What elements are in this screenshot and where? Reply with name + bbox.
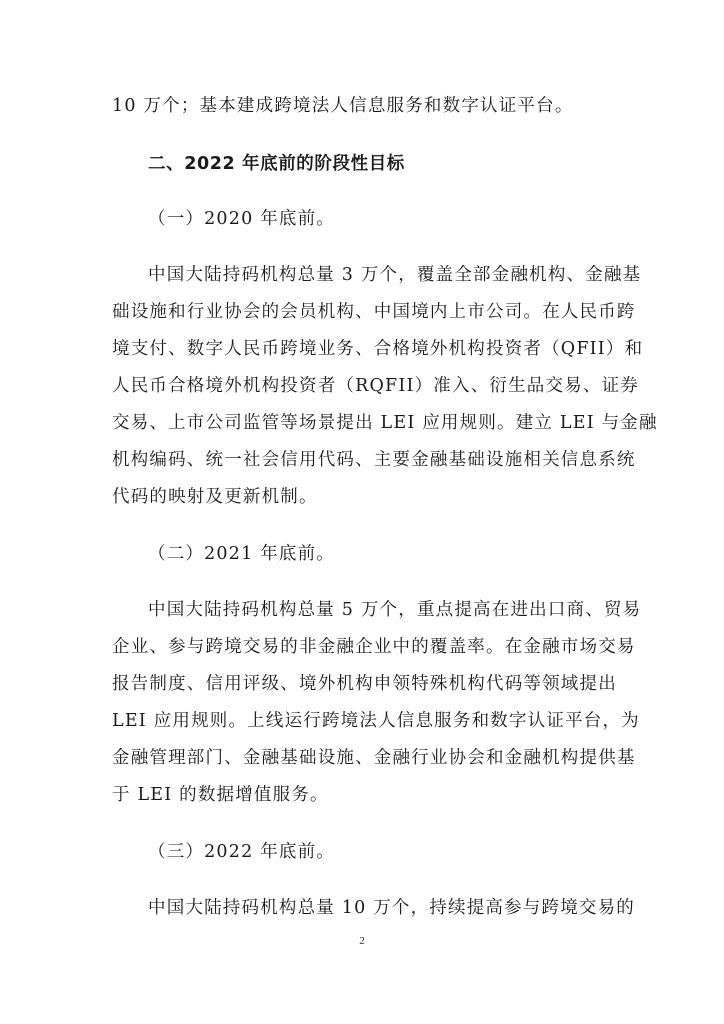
paragraph-2020-line-5: 交易、上市公司监管等场景提出 LEI 应用规则。建立 LEI 与金融 (112, 413, 658, 433)
paragraph-2021-line-4: LEI 应用规则。上线运行跨境法人信息服务和数字认证平台，为 (112, 711, 640, 731)
paragraph-2021-line-2: 企业、参与跨境交易的非金融企业中的覆盖率。在金融市场交易 (112, 637, 636, 657)
section-heading: 二、2022 年底前的阶段性目标 (148, 154, 405, 174)
subsection-heading-2022: （三）2022 年底前。 (148, 842, 335, 862)
paragraph-2020-line-7: 代码的映射及更新机制。 (112, 487, 318, 507)
paragraph-2020-line-6: 机构编码、统一社会信用代码、主要金融基础设施相关信息系统 (112, 450, 636, 470)
paragraph-2020-line-1: 中国大陆持码机构总量 3 万个，覆盖全部金融机构、金融基 (148, 265, 642, 285)
paragraph-2020-line-3: 境支付、数字人民币跨境业务、合格境外机构投资者（QFII）和 (112, 339, 644, 359)
paragraph-continuation-line: 10 万个；基本建成跨境法人信息服务和数字认证平台。 (112, 96, 574, 116)
paragraph-2020-line-4: 人民币合格境外机构投资者（RQFII）准入、衍生品交易、证券 (112, 376, 639, 396)
subsection-heading-2020: （一）2020 年底前。 (148, 209, 335, 229)
paragraph-2022-line-1: 中国大陆持码机构总量 10 万个，持续提高参与跨境交易的 (148, 898, 635, 918)
paragraph-2021-line-3: 报告制度、信用评级、境外机构申领特殊机构代码等领域提出 (112, 674, 617, 694)
page-number: 2 (359, 935, 365, 947)
subsection-heading-2021: （二）2021 年底前。 (148, 544, 335, 564)
paragraph-2021-line-6: 于 LEI 的数据增值服务。 (112, 785, 329, 805)
paragraph-2020-line-2: 础设施和行业协会的会员机构、中国境内上市公司。在人民币跨 (112, 302, 636, 322)
paragraph-2021-line-5: 金融管理部门、金融基础设施、金融行业协会和金融机构提供基 (112, 748, 636, 768)
paragraph-2021-line-1: 中国大陆持码机构总量 5 万个，重点提高在进出口商、贸易 (148, 600, 642, 620)
